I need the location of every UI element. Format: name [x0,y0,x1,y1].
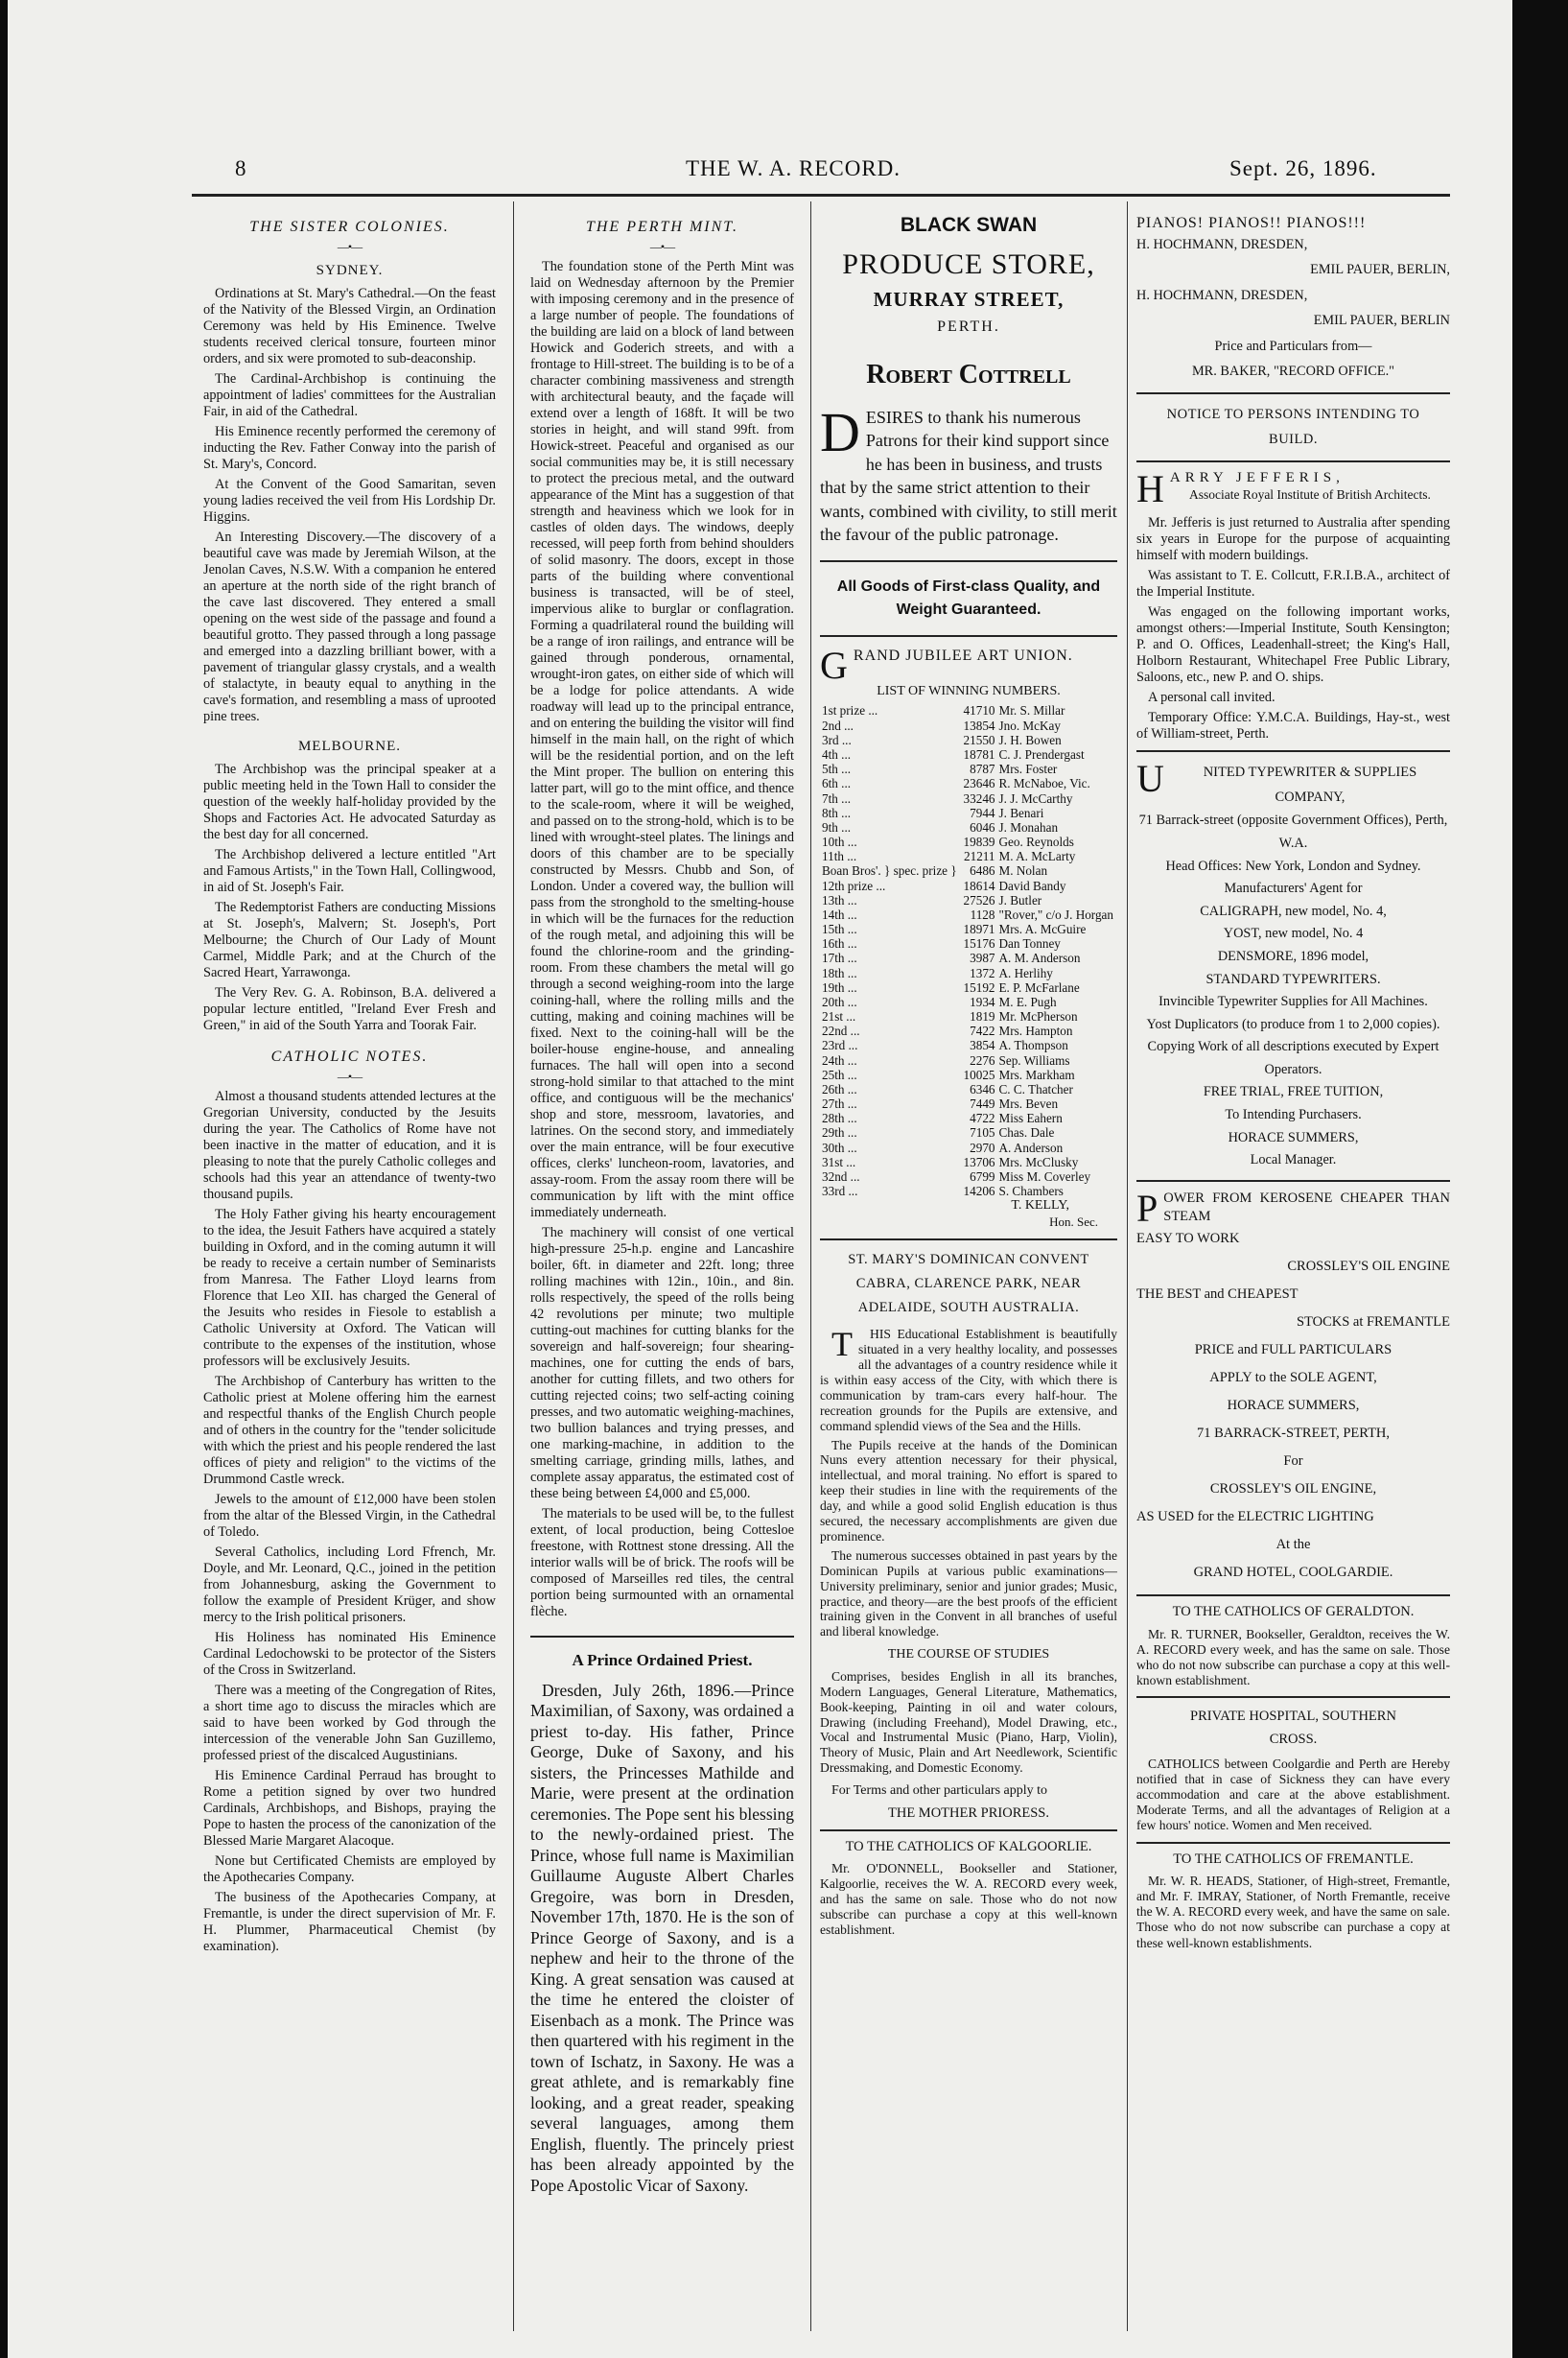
winner-name: Mrs. Foster [998,762,1058,777]
paragraph: Several Catholics, including Lord Ffrench, Mr. Doyle, and Mr. Leonard, Q.C., joined in the petition from Johannesburg, asking the Government to follow the example of President Krüger, and show mercy to the Irish political prisoners. [203,1544,496,1626]
paragraph: Almost a thousand students attended lectures at the Gregorian University, conducted by the Jesuits during the year. The Catholics of Rome have not been inactive in the matter of education, and it is pleasing to note that the purely Catholic colleges and schools had this year an attendance of twenty-two thousand pupils. [203,1089,496,1203]
winner-row [820,791,1117,806]
store-notice [820,401,1117,547]
winner-row [820,966,1117,980]
prize-rank: 18th ... [822,965,857,980]
hospital-text: CATHOLICS between Coolgardie and Perth are Hereby notified that in case of Sickness they can have every accommodation and care at the above establishment. Moderate Terms, and all the advantages of Religion at a few hours' notice. Women and Men received. [1136,1756,1450,1833]
ornament: —•— [337,1070,363,1084]
winner-name: David Bandy [998,878,1066,893]
winner-row [820,849,1117,863]
winner-name: C. J. Prendergast [998,746,1085,762]
winner-name: Dan Tonney [998,936,1061,952]
kalgoorlie-text: Mr. O'DONNELL, Bookseller and Stationer, Kalgoorlie, receives the W. A. RECORD every week, and has the same on sale. Those who do not now subscribe can purchase a copy at this well-known establishment. [820,1861,1117,1937]
prize-rank: 6th ... [822,776,852,791]
paragraph: The Very Rev. G. A. Robinson, B.A. delivered a popular lecture entitled, "Ireland Ever Fresh and Green," in aid of the South Yarra and Toorak Fair. [203,984,496,1033]
typewriter-line: To Intending Purchasers. [1225,1106,1362,1122]
pianos-heading: PIANOS! PIANOS!! PIANOS!!! [1136,215,1367,231]
prize-rank: 10th ... [822,835,857,850]
paragraph: Was assistant to T. E. Collcutt, F.R.I.B.A., architect of the Imperial Institute. [1136,568,1450,601]
store-notice-text: ESIRES to thank his numerous Patrons for their kind support since he has been in business, and trusts that by the same strict attention to their wants, combined with civility, to still merit the favour of the public patronage. [820,408,1117,545]
ticket-number: 1819 [970,1009,995,1025]
divider [820,635,1117,637]
right-scan-edge [1512,0,1568,2358]
winner-name: Mrs. A. McGuire [998,922,1087,937]
winner-row [820,1141,1117,1155]
ticket-number: 13706 [963,1154,995,1169]
paragraph: Ordinations at St. Mary's Cathedral.—On the feast of the Nativity of the Blessed Virgin, an Ordination Ceremony was held by His Eminence. Twelve students received clerical tonsure, fourteen minor orders, and six were promoted to sub-deaconship. [203,286,496,367]
winner-row [820,1111,1117,1125]
drop-cap: D [820,401,860,463]
winner-row [820,908,1117,922]
ticket-number: 1934 [970,994,995,1009]
power-line: CROSSLEY'S OIL ENGINE, [1209,1481,1377,1497]
paragraph: An Interesting Discovery.—The discovery of a beautiful cave was made by Jeremiah Wilson, at the Jenolan Caves, N.S.W. With a companion he entered an aperture at the north side of the right branch of the cave last discovered. They entered a small opening on the west side of the passage and found a beautiful grotto. They passed through a long passage and emerged into a dazzling brilliant bower, with a pavement of triangular glassy crystals, and a wealth of stalactyte, in beauty equal to anything in the cave's formation, and resembling a mass of uprooted pine trees. [203,530,496,725]
studies-heading: THE COURSE OF STUDIES [887,1647,1050,1662]
paragraph: His Holiness has nominated His Eminence Cardinal Ledochowski to be protector of the Sisters of the Cross in Switzerland. [203,1630,496,1679]
left-scan-edge [0,0,8,2358]
geraldton-heading: TO THE CATHOLICS OF GERALDTON. [1172,1604,1415,1620]
typewriter-line: YOST, new model, No. 4 [1223,926,1364,942]
typewriter-line: HORACE SUMMERS, [1228,1129,1359,1145]
typewriter-line: 71 Barrack-street (opposite Government Offices), Perth, W.A. [1138,813,1448,852]
winner-name: Miss Eahern [998,1111,1063,1126]
prize-rank: 11th ... [822,849,857,864]
prize-rank: 29th ... [822,1125,857,1141]
prize-rank: 13th ... [822,892,857,908]
divider [1136,750,1450,752]
ticket-number: 6046 [970,819,995,835]
pianos-line: EMIL PAUER, BERLIN [1313,313,1450,329]
ticket-number: 18971 [963,922,995,937]
column-rule-2 [810,201,811,2331]
store-street: MURRAY STREET, [873,287,1065,311]
prize-rank: 24th ... [822,1052,857,1068]
winner-name: Jno. McKay [998,718,1061,733]
prize-rank: 7th ... [822,790,852,806]
section-title: THE SISTER COLONIES. [249,219,450,235]
paragraph: A personal call invited. [1148,690,1275,706]
convent-heading: ST. MARY'S DOMINICAN CONVENT CABRA, CLARENCE PARK, NEAR ADELAIDE, SOUTH AUSTRALIA. [848,1252,1089,1315]
typewriter-line: DENSMORE, 1896 model, [1217,948,1369,964]
header-rule [192,194,1450,197]
paragraph: The numerous successes obtained in past years by the Dominican Pupils at various public examinations—University preliminary, senior and junior grades; Music, practice, and theory—are the best proofs of the efficient training given in the Convent in all branches of useful and liberal knowledge. [820,1547,1117,1639]
typewriter-line: Copying Work of all descriptions executed by Expert Operators. [1147,1039,1439,1077]
ticket-number: 18781 [963,746,995,762]
ticket-number: 7105 [970,1125,995,1141]
winner-name: S. Chambers [998,1184,1064,1199]
divider [1136,1842,1450,1844]
paragraph: The foundation stone of the Perth Mint was laid on Wednesday afternoon by the Premier with imposing ceremony and in the presence of a large number of people. The foundations of the building are laid on a block of land between Howick and Goderich streets, and with a frontage to Hill-street. The building is to be of a character combining massiveness and strength with architectural beauty, and the façade will extend over a length of 168ft. It will be two stories in height, and will stand 99ft. from Howick-street. Peaceful and organised as our social communities may be, it is still necessary to protect the precious metal, and the outward appearance of the Mint has a suggestion of that strength and heaviness which we look for in castles of olden days. The windows, deeply recessed, will peep forth from behind shoulders of solid masonry. The doors, except in those parts of the building where conventional business is transacted, will be of steel, impervious alike to burglar or conflagration. Forming a quadrilateral round the building will be a range of iron railings, and entrance will be gained through ponderous, ornamental, wrought-iron gates, on either side of which will be a lodge for police attendants. A wide roadway will lead up to the principal entrance, and on entering the building the visitor will find himself in the main hall, on the right of which will be the residential portion, and on the left the Mint proper. The bullion on entering this latter part, will go to the mint office, and thence to the scale-room, where it will be weighed, and passed on to the strong-hold, which is to be lined with wrought-steel plates. The linings and doors of this chamber are to be specially constructed by Messrs. Chubb and Son, of London. Under a covered way, the bullion will pass from the stronghold to the smelting-house in which will be the furnaces for the reduction of the rough metal, and adjoining this will be found the chlorine-room and the grinding-room. From these chambers the metal will go through a second weighing-room into the large coining-hall, where the rolling mills and the cutting, making and coining machines will be fixed. Next to the coining-hall will be the boiler-house engine-house, and annealing furnaces. The hall will open into a second strong-hold similar to that attached to the mint office, and contiguous will be the mechanics' shop and store, messroom, lavatories, and latrines. On the second story, and immediately over the main entrance, will be four executive offices, clerks' luncheon-room, lavatories, and assay-room. From the assay room there will be communication by lift with the mint office immediately underneath. [530,259,794,1221]
ticket-number: 41710 [963,703,995,719]
prince-heading: A Prince Ordained Priest. [572,1651,753,1670]
winner-name: Mrs. McClusky [998,1154,1079,1169]
divider [1136,1180,1450,1182]
winner-name: R. McNaboe, Vic. [998,776,1090,791]
jefferis-name: ARRY JEFFERIS, [1169,470,1345,486]
typewriter-heading [1136,760,1450,810]
paragraph: His Eminence recently performed the ceremony of inducting the Rev. Father Conway into the parish of St. Mary's, Concord. [203,424,496,473]
ticket-number: 3987 [970,951,995,966]
paragraph: The Archbishop of Canterbury has written to the Catholic priest at Molene offering him the earnest and respectful thanks of the English Church people and of others in the country for the "tender solicitude with which the priest and his people rendered the last offices of piety and religion" to the victims of the Drummond Castle wreck. [203,1374,496,1488]
art-union-title: RAND JUBILEE ART UNION. [853,647,1073,664]
fremantle-text: Mr. W. R. HEADS, Stationer, of High-street, Fremantle, and Mr. F. IMRAY, Stationer, of North Fremantle, receive the W. A. RECORD every week, and have the same on sale. Those who do not now subscribe can purchase a copy at these well-known establishments. [1136,1873,1450,1950]
winner-name: J. Monahan [998,819,1059,835]
typewriter-title: NITED TYPEWRITER & SUPPLIES COMPANY, [1203,765,1417,806]
power-line: CROSSLEY'S OIL ENGINE [1287,1259,1450,1275]
prize-rank: 26th ... [822,1081,857,1096]
typewriter-line: Yost Duplicators (to produce from 1 to 2,000 copies). [1146,1016,1440,1032]
ticket-number: 14206 [963,1184,995,1199]
drop-cap: P [1136,1189,1158,1226]
power-line: EASY TO WORK [1136,1231,1240,1247]
ticket-number: 15176 [963,936,995,952]
winner-row [820,703,1117,718]
geraldton-text: Mr. R. TURNER, Bookseller, Geraldton, receives the W. A. RECORD every week, and has the same on sale. Those who do not now subscribe can purchase a copy at this well-known establishment. [1136,1626,1450,1688]
winner-row [820,1053,1117,1068]
ticket-number: 6486 [970,863,995,879]
winner-name: Mrs. Beven [998,1096,1059,1112]
store-name: BLACK SWAN [900,214,1038,236]
paragraph: The materials to be used will be, to the fullest extent, of local production, being Cottesloe freestone, with Rottnest stone dressing. All the interior walls will be of brick. The roofs will be composed of Marseilles red tiles, the central portion being surmounted with an ornamental flèche. [530,1506,794,1620]
column-perth-mint [530,206,794,2329]
winner-row [820,922,1117,936]
divider [820,1829,1117,1831]
pianos-line: EMIL PAUER, BERLIN, [1310,262,1450,278]
winner-name: J. H. Bowen [998,732,1062,747]
winner-row [820,863,1117,878]
winner-row [820,820,1117,835]
winner-row [820,1155,1117,1169]
art-union-signature: T. KELLY, [1011,1198,1069,1214]
winner-name: M. E. Pugh [998,994,1057,1009]
ticket-number: 23646 [963,776,995,791]
prize-rank: 21st ... [822,1009,856,1025]
prize-rank: 15th ... [822,922,857,937]
typewriter-line: Invincible Typewriter Supplies for All Machines. [1158,994,1428,1010]
store-line: PRODUCE STORE, [842,248,1095,280]
pianos-line: H. HOCHMANN, DRESDEN, [1136,237,1308,253]
ticket-number: 6346 [970,1081,995,1096]
prize-rank: 30th ... [822,1140,857,1155]
power-line: THE BEST and CHEAPEST [1136,1286,1299,1303]
paragraph: Mr. Jefferis is just returned to Australia after spending six years in Europe for the purpose of acquainting himself with modern buildings. [1136,515,1450,564]
ticket-number: 2276 [970,1052,995,1068]
winner-name: Geo. Reynolds [998,835,1074,850]
power-list [1136,1225,1450,1587]
winner-name: Mrs. Hampton [998,1024,1073,1039]
column-rule-1 [513,201,514,2331]
winner-name: J. Butler [998,892,1042,908]
ticket-number: 21550 [963,732,995,747]
prize-rank: 31st ... [822,1154,856,1169]
winner-row [820,1024,1117,1038]
ornament: —•— [337,240,363,254]
divider [820,560,1117,562]
prize-rank: 22nd ... [822,1024,860,1039]
prioress: THE MOTHER PRIORESS. [888,1804,1049,1821]
ticket-number: 19839 [963,835,995,850]
power-line: At the [1275,1537,1311,1553]
power-line: For [1283,1453,1303,1470]
ticket-number: 7944 [970,805,995,820]
prize-rank: 20th ... [822,994,857,1009]
power-line: GRAND HOTEL, COOLGARDIE. [1193,1565,1393,1581]
ticket-number: 6799 [970,1168,995,1184]
jefferis-title: Associate Royal Institute of British Architects. [1188,487,1431,503]
winner-name: A. M. Anderson [998,951,1081,966]
store-city: PERTH. [937,318,1000,335]
divider [1136,392,1450,394]
issue-date: Sept. 26, 1896. [1229,156,1377,180]
winner-row [820,835,1117,849]
sydney-heading: SYDNEY. [316,263,384,279]
winner-name: "Rover," c/o J. Horgan [998,907,1114,922]
winner-name: Miss M. Coverley [998,1168,1091,1184]
divider [1136,1696,1450,1698]
typewriter-line: Head Offices: New York, London and Sydney. [1165,858,1421,874]
power-line: 71 BARRACK-STREET, PERTH, [1196,1426,1391,1442]
ticket-number: 1128 [970,907,995,922]
notice-heading: NOTICE TO PERSONS INTENDING TO BUILD. [1166,406,1420,448]
winner-name: J. J. McCarthy [998,790,1073,806]
catholic-notes-heading: CATHOLIC NOTES. [270,1048,429,1065]
ticket-number: 7449 [970,1096,995,1112]
paragraph: The Redemptorist Fathers are conducting Missions at St. Joseph's, Malvern; St. Joseph's, Port Melbourne; the Church of Our Lady of Mount Carmel, Middle Park; and at the Church of the Sacred Heart, Yarrawonga. [203,899,496,980]
winner-row [820,1096,1117,1111]
ticket-number: 27526 [963,892,995,908]
divider [820,1238,1117,1240]
ticket-number: 1372 [970,965,995,980]
power-title: OWER FROM KEROSENE CHEAPER THAN STEAM [1163,1190,1450,1224]
winner-row [820,893,1117,908]
winner-row [820,1009,1117,1024]
jefferis-heading [1136,470,1450,506]
prize-rank: 12th prize ... [822,878,886,893]
typewriter-line: STANDARD TYPEWRITERS. [1205,971,1381,987]
power-line: PRICE and FULL PARTICULARS [1194,1342,1392,1358]
paragraph: None but Certificated Chemists are employed by the Apothecaries Company. [203,1853,496,1886]
typewriter-line: Manufacturers' Agent for [1224,881,1363,897]
drop-cap: G [820,646,848,682]
typewriter-line: CALIGRAPH, new model, No. 4, [1200,903,1387,919]
prize-rank: 3rd ... [822,732,852,747]
art-union-subtitle: LIST OF WINNING NUMBERS. [877,683,1061,698]
pianos-list [1136,232,1450,385]
art-union-signature-title: Hon. Sec. [1049,1214,1098,1229]
winner-row [820,806,1117,820]
convent-text [820,1327,1117,1639]
prize-rank: 8th ... [822,805,852,820]
paragraph: Was engaged on the following important works, amongst others:—Imperial Institute, South Kensington; P. and O. Offices, Leadenhall-street; the King's Hall, Holborn Restaurant, Whitechapel Free Public Library, Saloons, etc., new P. and O. ships. [1136,604,1450,686]
power-line: AS USED for the ELECTRIC LIGHTING [1136,1509,1374,1525]
winner-name: Mrs. Markham [998,1067,1075,1082]
pianos-line: H. HOCHMANN, DRESDEN, [1136,287,1308,303]
winner-row [820,1169,1117,1184]
paragraph: The Holy Father giving his hearty encouragement to the idea, the Jesuit Fathers have acquired a stately building in Oxford, and in the coming autumn it will be ready to receive a certain number of Seminarists from Manresa. The Father Lloyd learns from Florence that Leo XII. has charged the General of the Jesuits who resides in Fiesole to establish a Catholic University at Oxford. The Vatican will contribute to the expenses of the institution, whose professors will be exclusively Jesuits. [203,1207,496,1370]
paragraph: The Archbishop was the principal speaker at a public meeting held in the Town Hall to consider the question of the weekly half-holiday provided by the Shops and Factories Act. He advocated Saturday as the best day for all concerned. [203,761,496,842]
typewriter-list [1136,810,1450,1171]
ticket-number: 15192 [963,979,995,995]
column-advertisements-1 [820,206,1117,2329]
winner-row [820,1068,1117,1082]
winner-row [820,1125,1117,1140]
divider [1136,460,1450,462]
column-rule-3 [1127,201,1128,2331]
prize-rank: 25th ... [822,1067,857,1082]
studies-text: Comprises, besides English in all its branches, Modern Languages, General Literature, Mathematics, Book-keeping, Painting in oil and water colours, Drawing (including Freehand), Model Drawing, etc., Vocal and Instrumental Music (Piano, Harp, Violin), Theory of Music, Plain and Art Needlework, Scientific Dressmaking, and Domestic Economy. [820,1668,1117,1776]
winner-row [820,776,1117,790]
winning-numbers-table [820,703,1117,1198]
ticket-number: 10025 [963,1067,995,1082]
typewriter-line: FREE TRIAL, FREE TUITION, [1203,1084,1384,1100]
column-sister-colonies [203,206,496,2329]
prize-rank: 2nd ... [822,718,854,733]
winner-row [820,879,1117,893]
typewriter-line: Local Manager. [1250,1152,1337,1168]
paragraph: His Eminence Cardinal Perraud has brought to Rome a petition signed by over two hundred Cardinals, Archbishops, and Bishops, praying the Pope to hasten the process of the canonization of the Blessed Marie Margaret Alacoque. [203,1768,496,1850]
ticket-number: 18614 [963,878,995,893]
goods-guarantee: All Goods of First-class Quality, and Weight Guaranteed. [836,578,1101,618]
terms-text: For Terms and other particulars apply to [831,1783,1048,1799]
ticket-number: 13854 [963,718,995,733]
winner-name: A. Herlihy [998,965,1053,980]
page-number: 8 [235,156,247,180]
fremantle-heading: TO THE CATHOLICS OF FREMANTLE. [1173,1851,1414,1867]
winner-name: C. C. Thatcher [998,1081,1073,1096]
proprietor-name: Robert Cottrell [866,359,1071,389]
prize-rank: 19th ... [822,979,857,995]
pianos-line: MR. BAKER, "RECORD OFFICE." [1191,364,1395,380]
winner-row [820,951,1117,965]
power-line: HORACE SUMMERS, [1227,1398,1360,1414]
prize-rank: 27th ... [822,1096,857,1112]
ticket-number: 3854 [970,1038,995,1053]
hospital-heading: PRIVATE HOSPITAL, SOUTHERN CROSS. [1190,1709,1396,1747]
masthead: THE W. A. RECORD. [686,156,901,180]
paragraph: The Cardinal-Archbishop is continuing the appointment of ladies' committees for the Australian Fair, in aid of the Cathedral. [203,371,496,420]
winner-name: J. Benari [998,805,1044,820]
winner-name: M. A. McLarty [998,849,1076,864]
prize-rank: 1st prize ... [822,703,878,719]
paragraph: The business of the Apothecaries Company, at Fremantle, is under the direct supervision of Mr. F. H. Plummer, Pharmaceutical Chemist (by examination). [203,1890,496,1955]
pianos-line: Price and Particulars from— [1214,338,1372,354]
paragraph: The Archbishop delivered a lecture entitled "Art and Famous Artists," in the Town Hall, Collingwood, in aid of St. Joseph's Fair. [203,846,496,895]
prize-rank: 5th ... [822,762,852,777]
paragraph: HIS Educational Establishment is beautifully situated in a very healthy locality, and possesses all the advantages of a country residence while it is within easy access of the City, with which there is communication by tram-cars every half-hour. The recreation grounds for the Pupils are extensive, and command splendid views of the Sea and the Hills. [820,1327,1117,1433]
ornament: —•— [649,240,675,254]
ticket-number: 7422 [970,1024,995,1039]
winner-row [820,762,1117,776]
prize-rank: 9th ... [822,819,852,835]
power-line: STOCKS at FREMANTLE [1296,1314,1450,1331]
winner-name: A. Thompson [998,1038,1068,1053]
paragraph: The machinery will consist of one vertical high-pressure 25-h.p. engine and Lancashire boiler, 6ft. in diameter and 22ft. long; three rolling machines with 12in., 10in., and 8in. rolls respectively, the speed of the rolls being 42 revolutions per minute; two multiple cutting-out machines for cutting blanks for the sovereign and half-sovereign; four shearing-machines, one for cutting the ends of bars, another for cutting fillets, and two others for cutting rejected coins; two self-acting coining presses, and two automatic weighing-machines, two bullion balances and trying presses, and one marking-machine, in addition to the smelting carriage, grinding mills, lathes, and complete assay apparatus, the estimated cost of these being between £4,000 and £5,000. [530,1225,794,1502]
winner-row [820,719,1117,733]
winner-row [820,1038,1117,1052]
prize-rank: Boan Bros'. } spec. prize } [822,863,957,879]
winner-row [820,980,1117,995]
prize-rank: 14th ... [822,907,857,922]
kalgoorlie-heading: TO THE CATHOLICS OF KALGOORLIE. [845,1838,1092,1854]
winner-row [820,1184,1117,1198]
winner-name: A. Anderson [998,1140,1064,1155]
drop-cap: U [1136,760,1164,801]
winner-name: Mr. McPherson [998,1009,1078,1025]
paragraph: At the Convent of the Good Samaritan, seven young ladies received the veil from His Lordship Dr. Higgins. [203,477,496,526]
drop-cap: H [1136,470,1164,507]
melbourne-heading: MELBOURNE. [297,739,402,755]
ticket-number: 33246 [963,790,995,806]
ticket-number: 21211 [964,849,995,864]
divider [1136,1594,1450,1596]
winner-row [820,747,1117,762]
art-union-heading [820,647,1117,682]
prize-rank: 23rd ... [822,1038,858,1053]
winner-name: M. Nolan [998,863,1048,879]
prince-article: Dresden, July 26th, 1896.—Prince Maximilian, of Saxony, was ordained a priest to-day. His father, Prince George, Duke of Saxony, and his sisters, the Princesses Mathilde and Marie, were present at the ordination ceremonies. The Pope sent his blessing to the newly-ordained priest. The Prince, whose full name is Maximilian Guillaume Auguste Albert Charles Gregoire, was born in Dresden, November 17th, 1870. He is the son of Prince George of Saxony, and is a nephew and heir to the throne of the King. A great sensation was caused at the time he entered the cloister of Eisenbach as a monk. The Prince was then quartered with his regiment in the town of Ischatz, in Saxony. He was a great athlete, and is remarkably fine looking, and a great reader, speaking several languages, among them English, fluently. The princely priest has been already appointed by the Pope Apostolic Vicar of Saxony. [530,1680,794,2195]
ticket-number: 2970 [970,1140,995,1155]
column-advertisements-2 [1136,206,1450,2329]
paragraph: Jewels to the amount of £12,000 have been stolen from the altar of the Blessed Virgin, in the Cathedral of Toledo. [203,1492,496,1541]
drop-cap: T [831,1325,853,1364]
paragraph: The Pupils receive at the hands of the Dominican Nuns every attention necessary for their physical, intellectual, and moral training. No effort is spared to keep their studies in line with the requirements of the day, and while a good solid English education is thus secured, the necessary accomplishments are given due prominence. [820,1437,1117,1544]
winner-row [820,1082,1117,1096]
prize-rank: 33rd ... [822,1184,858,1199]
winner-row [820,995,1117,1009]
divider [530,1636,794,1638]
power-line: APPLY to the SOLE AGENT, [1209,1370,1377,1386]
prize-rank: 32nd ... [822,1168,860,1184]
prize-rank: 17th ... [822,951,857,966]
power-heading [1136,1190,1450,1226]
paragraph: There was a meeting of the Congregation of Rites, a short time ago to discuss the miracles which are said to have been worked by God through the intercession of the venerable John San Guzillemo, professed priest of the discalced Augustinians. [203,1683,496,1764]
winner-row [820,733,1117,747]
winner-name: E. P. McFarlane [998,979,1080,995]
winner-row [820,936,1117,951]
winner-name: Chas. Dale [998,1125,1055,1141]
winner-name: Mr. S. Millar [998,703,1065,719]
prize-rank: 4th ... [822,746,852,762]
paragraph: Temporary Office: Y.M.C.A. Buildings, Hay-st., west of William-street, Perth. [1136,710,1450,743]
ticket-number: 8787 [970,762,995,777]
ticket-number: 4722 [970,1111,995,1126]
section-title: THE PERTH MINT. [585,219,739,235]
prize-rank: 16th ... [822,936,857,952]
winner-name: Sep. Williams [998,1052,1070,1068]
prize-rank: 28th ... [822,1111,857,1126]
